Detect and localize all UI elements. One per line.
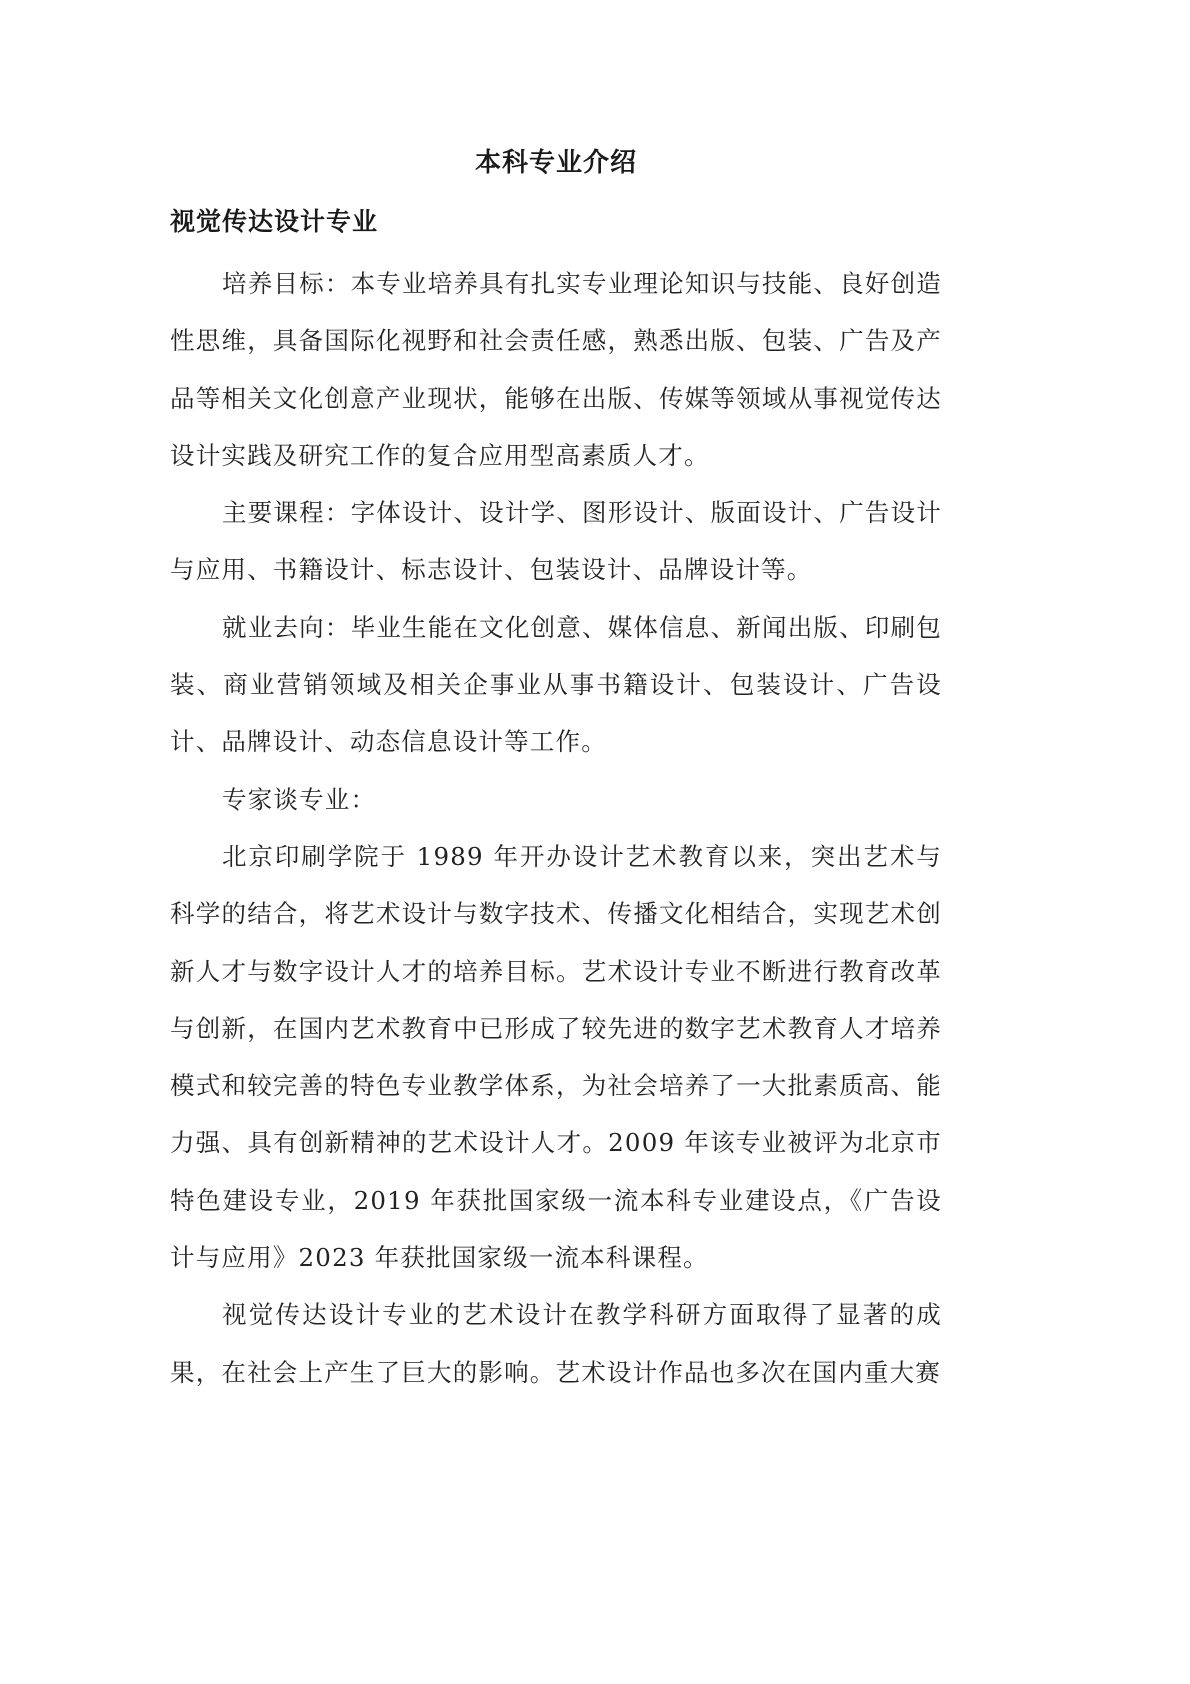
paragraph-main-courses: 主要课程：字体设计、设计学、图形设计、版面设计、广告设计与应用、书籍设计、标志设计、包装设计、品牌设计等。 <box>170 498 942 585</box>
document-body <box>170 255 942 1401</box>
paragraph-achievements: 视觉传达设计专业的艺术设计在教学科研方面取得了显著的成果，在社会上产生了巨大的影响。艺术设计作品也多次在国内重大赛 <box>170 1300 942 1387</box>
paragraph-expert-text: 北京印刷学院于 1989 年开办设计艺术教育以来，突出艺术与科学的结合，将艺术设计与数字技术、传播文化相结合，实现艺术创新人才与数字设计人才的培养目标。艺术设计专业不断进行教育改革与创新，在国内艺术教育中已形成了较先进的数字艺术教育人才培养模式和较完善的特色专业教学体系，为社会培养了一大批素质高、能力强、具有创新精神的艺术设计人才。2009 年该专业被评为北京市特色建设专业，2019 年获批国家级一流本科专业建设点，《广告设计与应用》2023 年获批国家级一流本科课程。 <box>170 841 942 1273</box>
paragraph-training-goal: 培养目标：本专业培养具有扎实专业理论知识与技能、良好创造性思维，具备国际化视野和社会责任感，熟悉出版、包装、广告及产品等相关文化创意产业现状，能够在出版、传媒等领域从事视觉传达设计实践及研究工作的复合应用型高素质人才。 <box>170 269 942 470</box>
section-heading: 视觉传达设计专业 <box>170 207 379 236</box>
document-title: 本科专业介绍 <box>474 148 637 178</box>
paragraph-career-direction: 就业去向：毕业生能在文化创意、媒体信息、新闻出版、印刷包装、商业营销领域及相关企事业从事书籍设计、包装设计、广告设计、品牌设计、动态信息设计等工作。 <box>170 612 942 757</box>
paragraph-expert-label: 专家谈专业： <box>222 784 377 814</box>
